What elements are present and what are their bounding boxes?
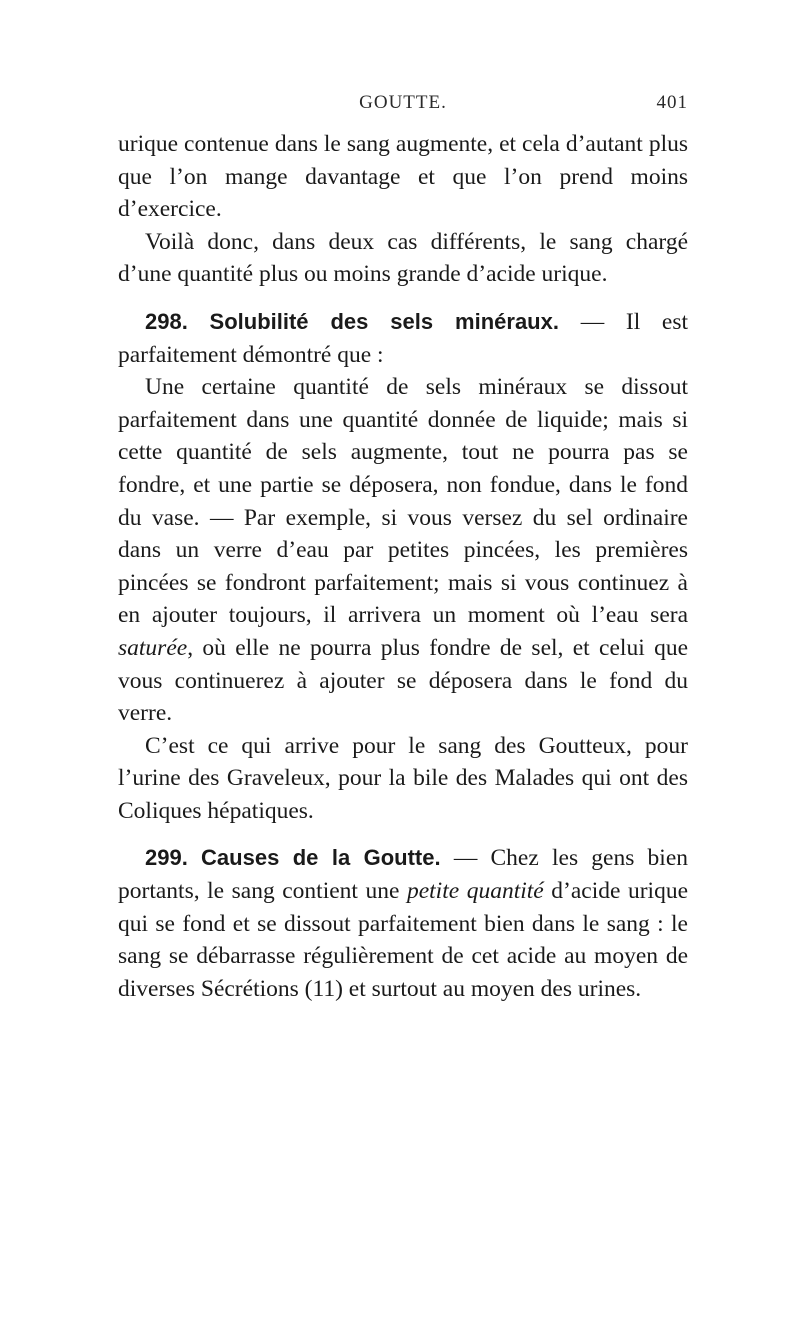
section-298: [118, 306, 688, 371]
section-299: [118, 842, 688, 1005]
running-header: [118, 92, 688, 118]
paragraph-text: , où elle ne pourra plus fondre de sel, et celui que vous continuerez à ajouter se déposera dans le fond du verre.: [118, 634, 688, 727]
header-title: GOUTTE.: [359, 92, 447, 113]
paragraph: [118, 226, 688, 291]
paragraph-text: urique contenue dans le sang augmente, et cela d’autant plus que l’on mange davantage et que l’on prend moins d’exercice.: [118, 131, 688, 223]
paragraph-text: d’acide urique qui se fond et se dissout parfaitement bien dans le sang : le sang se débarrasse régulièrement de cet acide au moyen de diverses Sécrétions (11) et surtout au moyen des urines.: [118, 878, 689, 1002]
section-heading: Solubilité des sels minéraux.: [209, 308, 559, 334]
paragraph-text: C’est ce qui arrive pour le sang des Goutteux, pour l’urine des Graveleux, pour la bile des Malades qui ont des Coliques hépatiques.: [118, 732, 688, 824]
section-heading: Causes de la Goutte.: [201, 845, 441, 871]
paragraph: [118, 371, 688, 730]
paragraph-continuation: [118, 128, 688, 226]
paragraph: [118, 730, 688, 828]
emphasis-text: petite quantité: [406, 878, 544, 905]
paragraph-text: Une certaine quantité de sels minéraux se dissout parfaitement dans une quantité donnée de liquide; mais si cette quantité de sels augmente, tout ne pourra pas se fondre, et une partie se déposera, non fondue, dans le fond du vase. — Par exemple, si vous versez du sel ordinaire dans un verre d’eau par petites pincées, les premières pincées se fondront parfaitement; mais si vous continuez à en ajouter toujours, il arrivera un moment où l’eau sera: [118, 374, 688, 629]
paragraph-text: — Chez les gens bien portants, le sang contient une: [118, 845, 689, 905]
paragraph-text: Voilà donc, dans deux cas différents, le sang chargé d’une quantité plus ou moins grande d’acide urique.: [118, 228, 688, 288]
page-body: [118, 128, 688, 1005]
section-number: 299.: [145, 845, 188, 871]
paragraph-text: — Il est parfaitement démontré que :: [118, 308, 689, 368]
page-number: 401: [656, 92, 688, 113]
emphasis-text: saturée: [118, 634, 188, 661]
section-number: 298.: [145, 308, 188, 334]
